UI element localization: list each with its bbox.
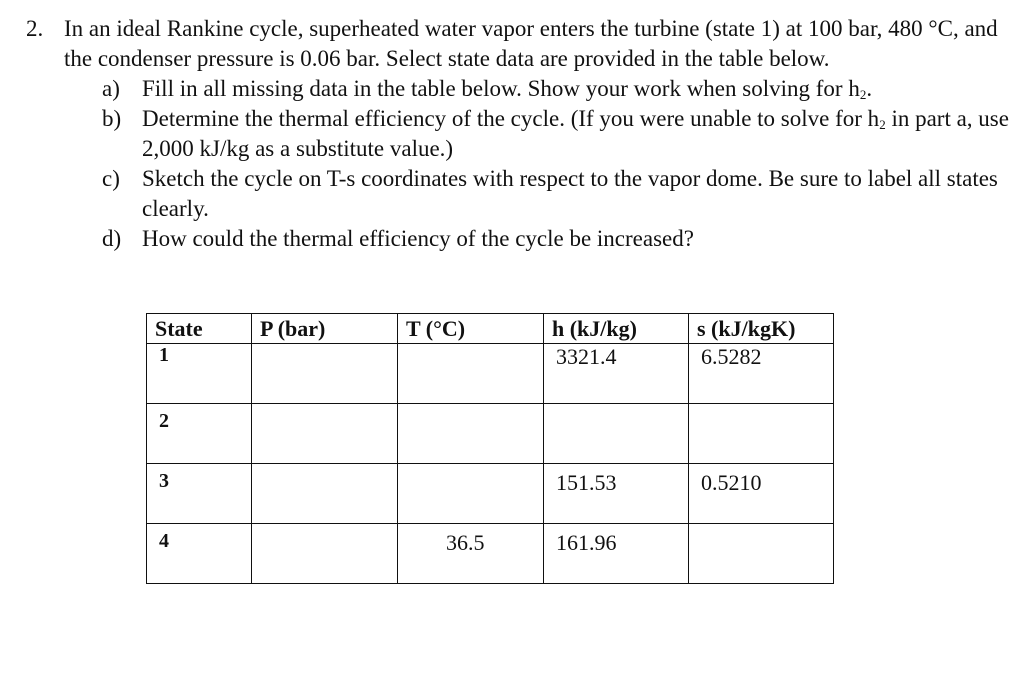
part-d-label: d) xyxy=(102,226,122,251)
part-b xyxy=(22,104,1012,164)
part-a-text: Fill in all missing data in the table below. Show your work when solving for h xyxy=(142,76,860,101)
part-c-label: c) xyxy=(102,166,120,191)
table-header-row xyxy=(147,314,834,344)
part-c-text: Sketch the cycle on T-s coordinates with respect to the vapor dome. Be sure to label all states clearly. xyxy=(142,166,998,221)
part-b-text-end: in part a, use 2,000 kJ/kg as a substitute value.) xyxy=(142,106,1009,161)
part-d xyxy=(22,224,1012,254)
cell-state: 3 xyxy=(147,464,252,524)
table-row xyxy=(147,464,834,524)
part-a-label: a) xyxy=(102,76,120,101)
part-a-text-end: . xyxy=(866,76,873,101)
problem-stem xyxy=(22,14,1012,74)
problem-number: 2. xyxy=(26,16,44,41)
cell-entropy: 6.5282 xyxy=(689,344,834,404)
header-temperature: T (°C) xyxy=(398,314,544,344)
header-entropy: s (kJ/kgK) xyxy=(689,314,834,344)
table-row xyxy=(147,524,834,584)
cell-state: 4 xyxy=(147,524,252,584)
part-b-label: b) xyxy=(102,106,122,131)
cell-pressure xyxy=(252,344,398,404)
cell-enthalpy: 3321.4 xyxy=(544,344,689,404)
cell-temperature xyxy=(398,404,544,464)
cell-enthalpy xyxy=(544,404,689,464)
header-state: State xyxy=(147,314,252,344)
cell-enthalpy: 151.53 xyxy=(544,464,689,524)
cell-entropy: 0.5210 xyxy=(689,464,834,524)
problem-stem-text: In an ideal Rankine cycle, superheated water vapor enters the turbine (state 1) at 100 bar, 480 °C, and the condenser pressure is 0.06 bar. Select state data are provided in the table below. xyxy=(64,16,998,71)
state-data-table xyxy=(146,313,834,584)
part-c xyxy=(22,164,1012,224)
cell-state: 1 xyxy=(147,344,252,404)
cell-entropy xyxy=(689,524,834,584)
cell-pressure xyxy=(252,464,398,524)
table-row xyxy=(147,404,834,464)
cell-temperature xyxy=(398,344,544,404)
header-pressure: P (bar) xyxy=(252,314,398,344)
table-row xyxy=(147,344,834,404)
cell-pressure xyxy=(252,524,398,584)
cell-temperature xyxy=(398,464,544,524)
part-b-text: Determine the thermal efficiency of the cycle. (If you were unable to solve for h xyxy=(142,106,880,131)
header-enthalpy: h (kJ/kg) xyxy=(544,314,689,344)
part-a xyxy=(22,74,1012,104)
part-a-subscript: 2 xyxy=(859,87,867,102)
cell-state: 2 xyxy=(147,404,252,464)
problem-2 xyxy=(22,14,1012,254)
cell-enthalpy: 161.96 xyxy=(544,524,689,584)
cell-pressure xyxy=(252,404,398,464)
cell-entropy xyxy=(689,404,834,464)
problem-parts-list xyxy=(22,74,1012,254)
part-d-text: How could the thermal efficiency of the cycle be increased? xyxy=(142,226,694,251)
cell-temperature: 36.5 xyxy=(398,524,544,584)
part-b-subscript: 2 xyxy=(879,117,886,132)
